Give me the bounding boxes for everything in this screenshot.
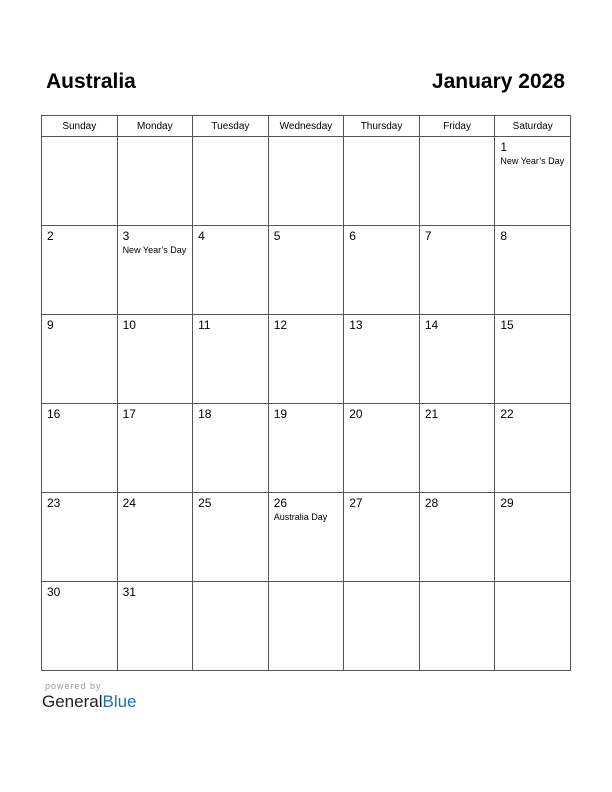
day-number: 16	[47, 407, 61, 421]
calendar-day-cell	[42, 137, 118, 226]
day-number: 2	[47, 229, 54, 243]
calendar-day-cell	[495, 493, 571, 582]
weekday-header: Sunday	[42, 116, 118, 137]
calendar-day-cell	[117, 404, 193, 493]
day-number: 18	[198, 407, 212, 421]
day-number: 19	[273, 407, 288, 421]
day-number: 7	[424, 229, 432, 243]
calendar-day-cell	[42, 315, 118, 404]
day-number: 15	[500, 318, 514, 332]
day-number: 8	[500, 229, 508, 243]
brand-logo	[42, 692, 137, 712]
calendar-day-cell	[42, 404, 118, 493]
calendar-week-row	[42, 582, 571, 671]
calendar-day-cell	[117, 582, 193, 671]
calendar-day-cell	[117, 315, 193, 404]
calendar-day-cell	[268, 137, 344, 226]
day-number: 14	[424, 318, 439, 332]
calendar-day-cell	[419, 582, 495, 671]
calendar-day-cell	[495, 404, 571, 493]
calendar-day-cell	[193, 582, 269, 671]
calendar-day-cell	[268, 226, 344, 315]
weekday-header: Thursday	[344, 116, 420, 137]
calendar-day-cell	[495, 137, 571, 226]
calendar-day-cell	[268, 315, 344, 404]
calendar-week-row	[42, 404, 571, 493]
day-number: 6	[349, 229, 356, 243]
calendar-day-cell	[419, 404, 495, 493]
day-number: 17	[122, 407, 136, 421]
calendar-day-cell	[495, 582, 571, 671]
calendar-day-cell	[268, 582, 344, 671]
day-number: 4	[198, 229, 205, 243]
calendar-day-cell	[117, 137, 193, 226]
brand-general-text: General	[42, 692, 103, 711]
day-number: 13	[349, 318, 363, 332]
day-number: 22	[500, 407, 514, 421]
calendar-day-cell	[42, 582, 118, 671]
day-number: 23	[47, 496, 61, 510]
day-number: 30	[47, 585, 61, 599]
calendar-week-row	[42, 315, 571, 404]
calendar-country-title: Australia	[46, 70, 136, 93]
calendar-body	[42, 137, 571, 671]
calendar-day-cell	[42, 493, 118, 582]
calendar-week-row	[42, 137, 571, 226]
day-number: 26	[273, 496, 288, 510]
calendar-day-cell	[419, 137, 495, 226]
day-number: 3	[122, 229, 130, 243]
calendar-day-cell	[344, 493, 420, 582]
calendar-day-cell	[268, 493, 344, 582]
day-number: 25	[198, 496, 212, 510]
weekday-header: Wednesday	[268, 116, 344, 137]
calendar-day-cell	[193, 226, 269, 315]
calendar-week-row	[42, 493, 571, 582]
calendar-day-cell	[193, 404, 269, 493]
day-number: 12	[273, 318, 288, 332]
day-number: 5	[273, 229, 281, 243]
holiday-label: New Year’s Day	[500, 156, 565, 166]
brand-blue-text: Blue	[102, 692, 137, 711]
weekday-header: Monday	[117, 116, 193, 137]
calendar-day-cell	[419, 493, 495, 582]
day-number: 10	[122, 318, 136, 332]
calendar-month-title: January 2028	[431, 70, 565, 93]
calendar-day-cell	[117, 226, 193, 315]
weekday-header-row	[42, 116, 571, 137]
day-number: 1	[500, 140, 508, 154]
calendar-grid	[41, 115, 571, 671]
day-number: 24	[122, 496, 136, 510]
calendar-day-cell	[344, 137, 420, 226]
calendar-day-cell	[117, 493, 193, 582]
weekday-header: Tuesday	[193, 116, 269, 137]
calendar-day-cell	[193, 493, 269, 582]
holiday-label: Australia Day	[273, 512, 328, 522]
calendar-day-cell	[344, 315, 420, 404]
day-number: 21	[424, 407, 439, 421]
calendar-day-cell	[42, 226, 118, 315]
calendar-day-cell	[344, 226, 420, 315]
calendar-day-cell	[193, 315, 269, 404]
day-number: 27	[349, 496, 363, 510]
calendar-day-cell	[495, 315, 571, 404]
holiday-label: New Year’s Day	[122, 245, 187, 255]
powered-by-text: powered by	[45, 681, 102, 691]
calendar-day-cell	[419, 226, 495, 315]
calendar-day-cell	[495, 226, 571, 315]
day-number: 31	[122, 585, 136, 599]
weekday-header: Friday	[419, 116, 495, 137]
day-number: 11	[198, 318, 211, 332]
calendar-day-cell	[419, 315, 495, 404]
calendar-day-cell	[344, 582, 420, 671]
day-number: 28	[424, 496, 439, 510]
day-number: 20	[349, 407, 363, 421]
weekday-header: Saturday	[495, 116, 571, 137]
footer-branding	[42, 681, 137, 712]
day-number: 29	[500, 496, 514, 510]
day-number: 9	[47, 318, 54, 332]
calendar-day-cell	[344, 404, 420, 493]
calendar-week-row	[42, 226, 571, 315]
calendar-day-cell	[193, 137, 269, 226]
calendar-day-cell	[268, 404, 344, 493]
